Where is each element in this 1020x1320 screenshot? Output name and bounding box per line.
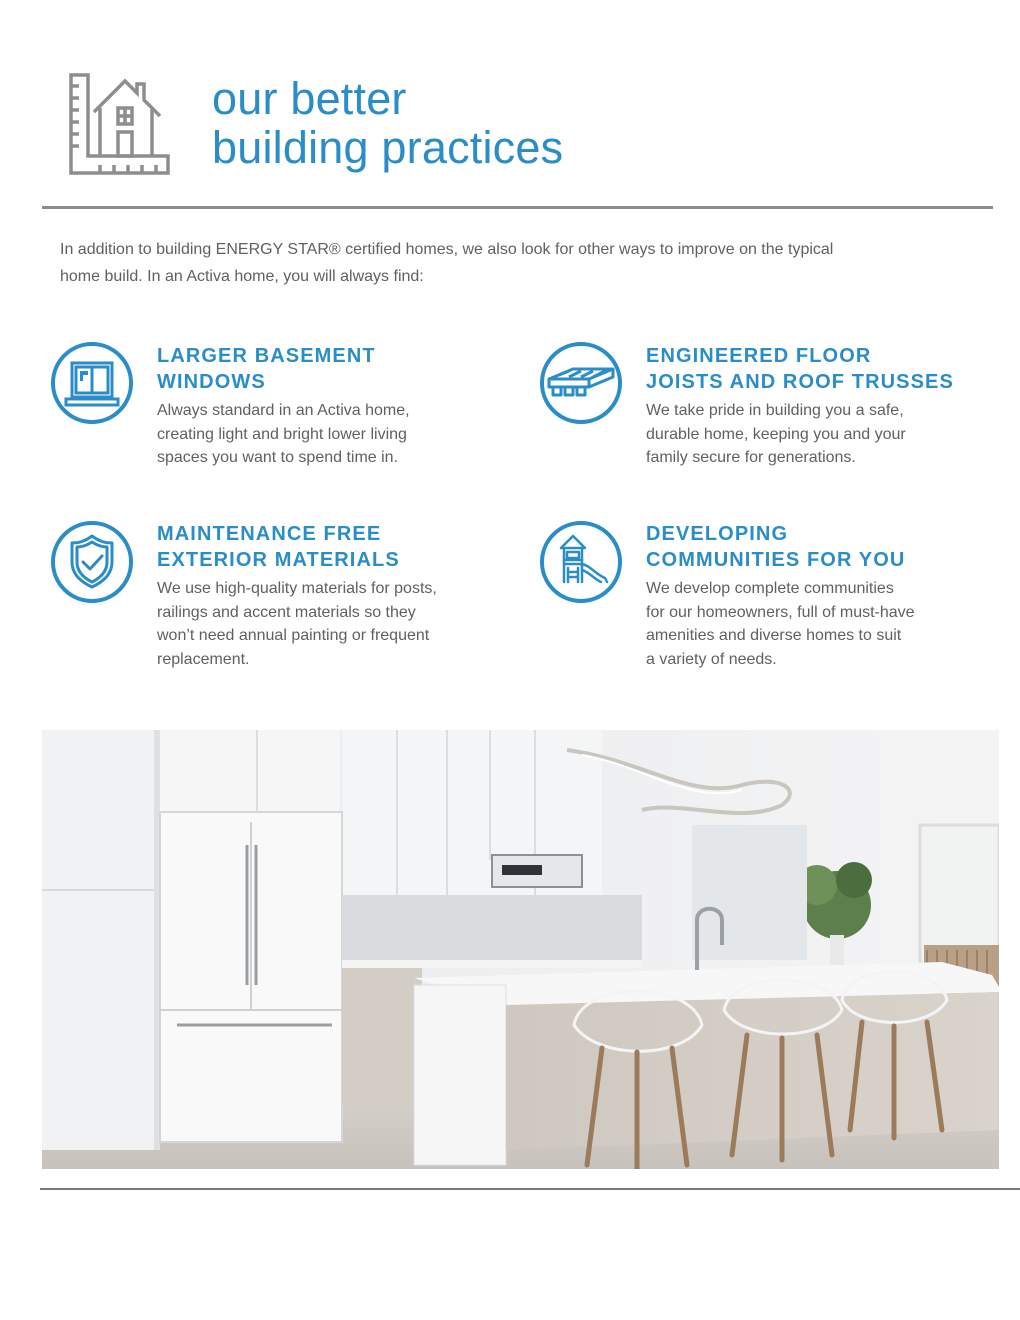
feature-text-line: durable home, keeping you and your (646, 425, 906, 443)
feature-engineered-floor-joists (646, 343, 996, 470)
feature-title-line-2: COMMUNITIES FOR YOU (646, 549, 906, 571)
feature-title (646, 521, 996, 573)
feature-title (157, 521, 497, 573)
feature-text-line: railings and accent materials so they (157, 603, 416, 621)
kitchen-photo (42, 730, 999, 1169)
feature-title-line-2: JOISTS AND ROOF TRUSSES (646, 371, 954, 393)
feature-title (157, 343, 497, 395)
feature-description (646, 399, 996, 470)
feature-title-line-1: MAINTENANCE FREE (157, 523, 382, 545)
house-blueprint-icon (66, 72, 170, 176)
page-title (212, 74, 563, 172)
feature-title-line-1: LARGER BASEMENT (157, 345, 376, 367)
floor-joist-icon (539, 341, 623, 425)
feature-title-line-2: WINDOWS (157, 371, 266, 393)
intro-line-2: home build. In an Activa home, you will always find: (60, 268, 424, 285)
title-line-2: building practices (212, 122, 564, 173)
intro-line-1: In addition to building ENERGY STAR® certified homes, we also look for other ways to improve on the typical (60, 241, 834, 258)
feature-larger-basement-windows (157, 343, 497, 470)
feature-text-line: replacement. (157, 650, 250, 668)
feature-text-line: creating light and bright lower living (157, 425, 407, 443)
feature-text-line: won’t need annual painting or frequent (157, 627, 430, 644)
feature-title-line-1: ENGINEERED FLOOR (646, 345, 872, 367)
top-divider (42, 206, 993, 209)
feature-text-line: family secure for generations. (646, 449, 856, 466)
feature-text-line: for our homeowners, full of must-have (646, 603, 915, 621)
feature-developing-communities (646, 521, 996, 671)
playground-icon (539, 520, 623, 604)
feature-text-line: Always standard in an Activa home, (157, 402, 410, 419)
feature-title-line-1: DEVELOPING (646, 523, 789, 545)
feature-title-line-2: EXTERIOR MATERIALS (157, 549, 400, 571)
feature-text-line: spaces you want to spend time in. (157, 449, 399, 466)
feature-text-line: a variety of needs. (646, 650, 777, 668)
title-line-1: our better (212, 73, 407, 124)
feature-description (157, 577, 497, 671)
feature-description (157, 399, 497, 470)
feature-text-line: We use high-quality materials for posts, (157, 580, 437, 597)
intro-paragraph (60, 236, 960, 290)
feature-maintenance-free-exterior (157, 521, 497, 671)
feature-title (646, 343, 996, 395)
bottom-divider (40, 1188, 1020, 1190)
feature-description (646, 577, 996, 671)
feature-text-line: We develop complete communities (646, 580, 894, 597)
shield-check-icon (50, 520, 134, 604)
window-icon (50, 341, 134, 425)
feature-text-line: amenities and diverse homes to suit (646, 627, 902, 644)
feature-text-line: We take pride in building you a safe, (646, 402, 904, 419)
